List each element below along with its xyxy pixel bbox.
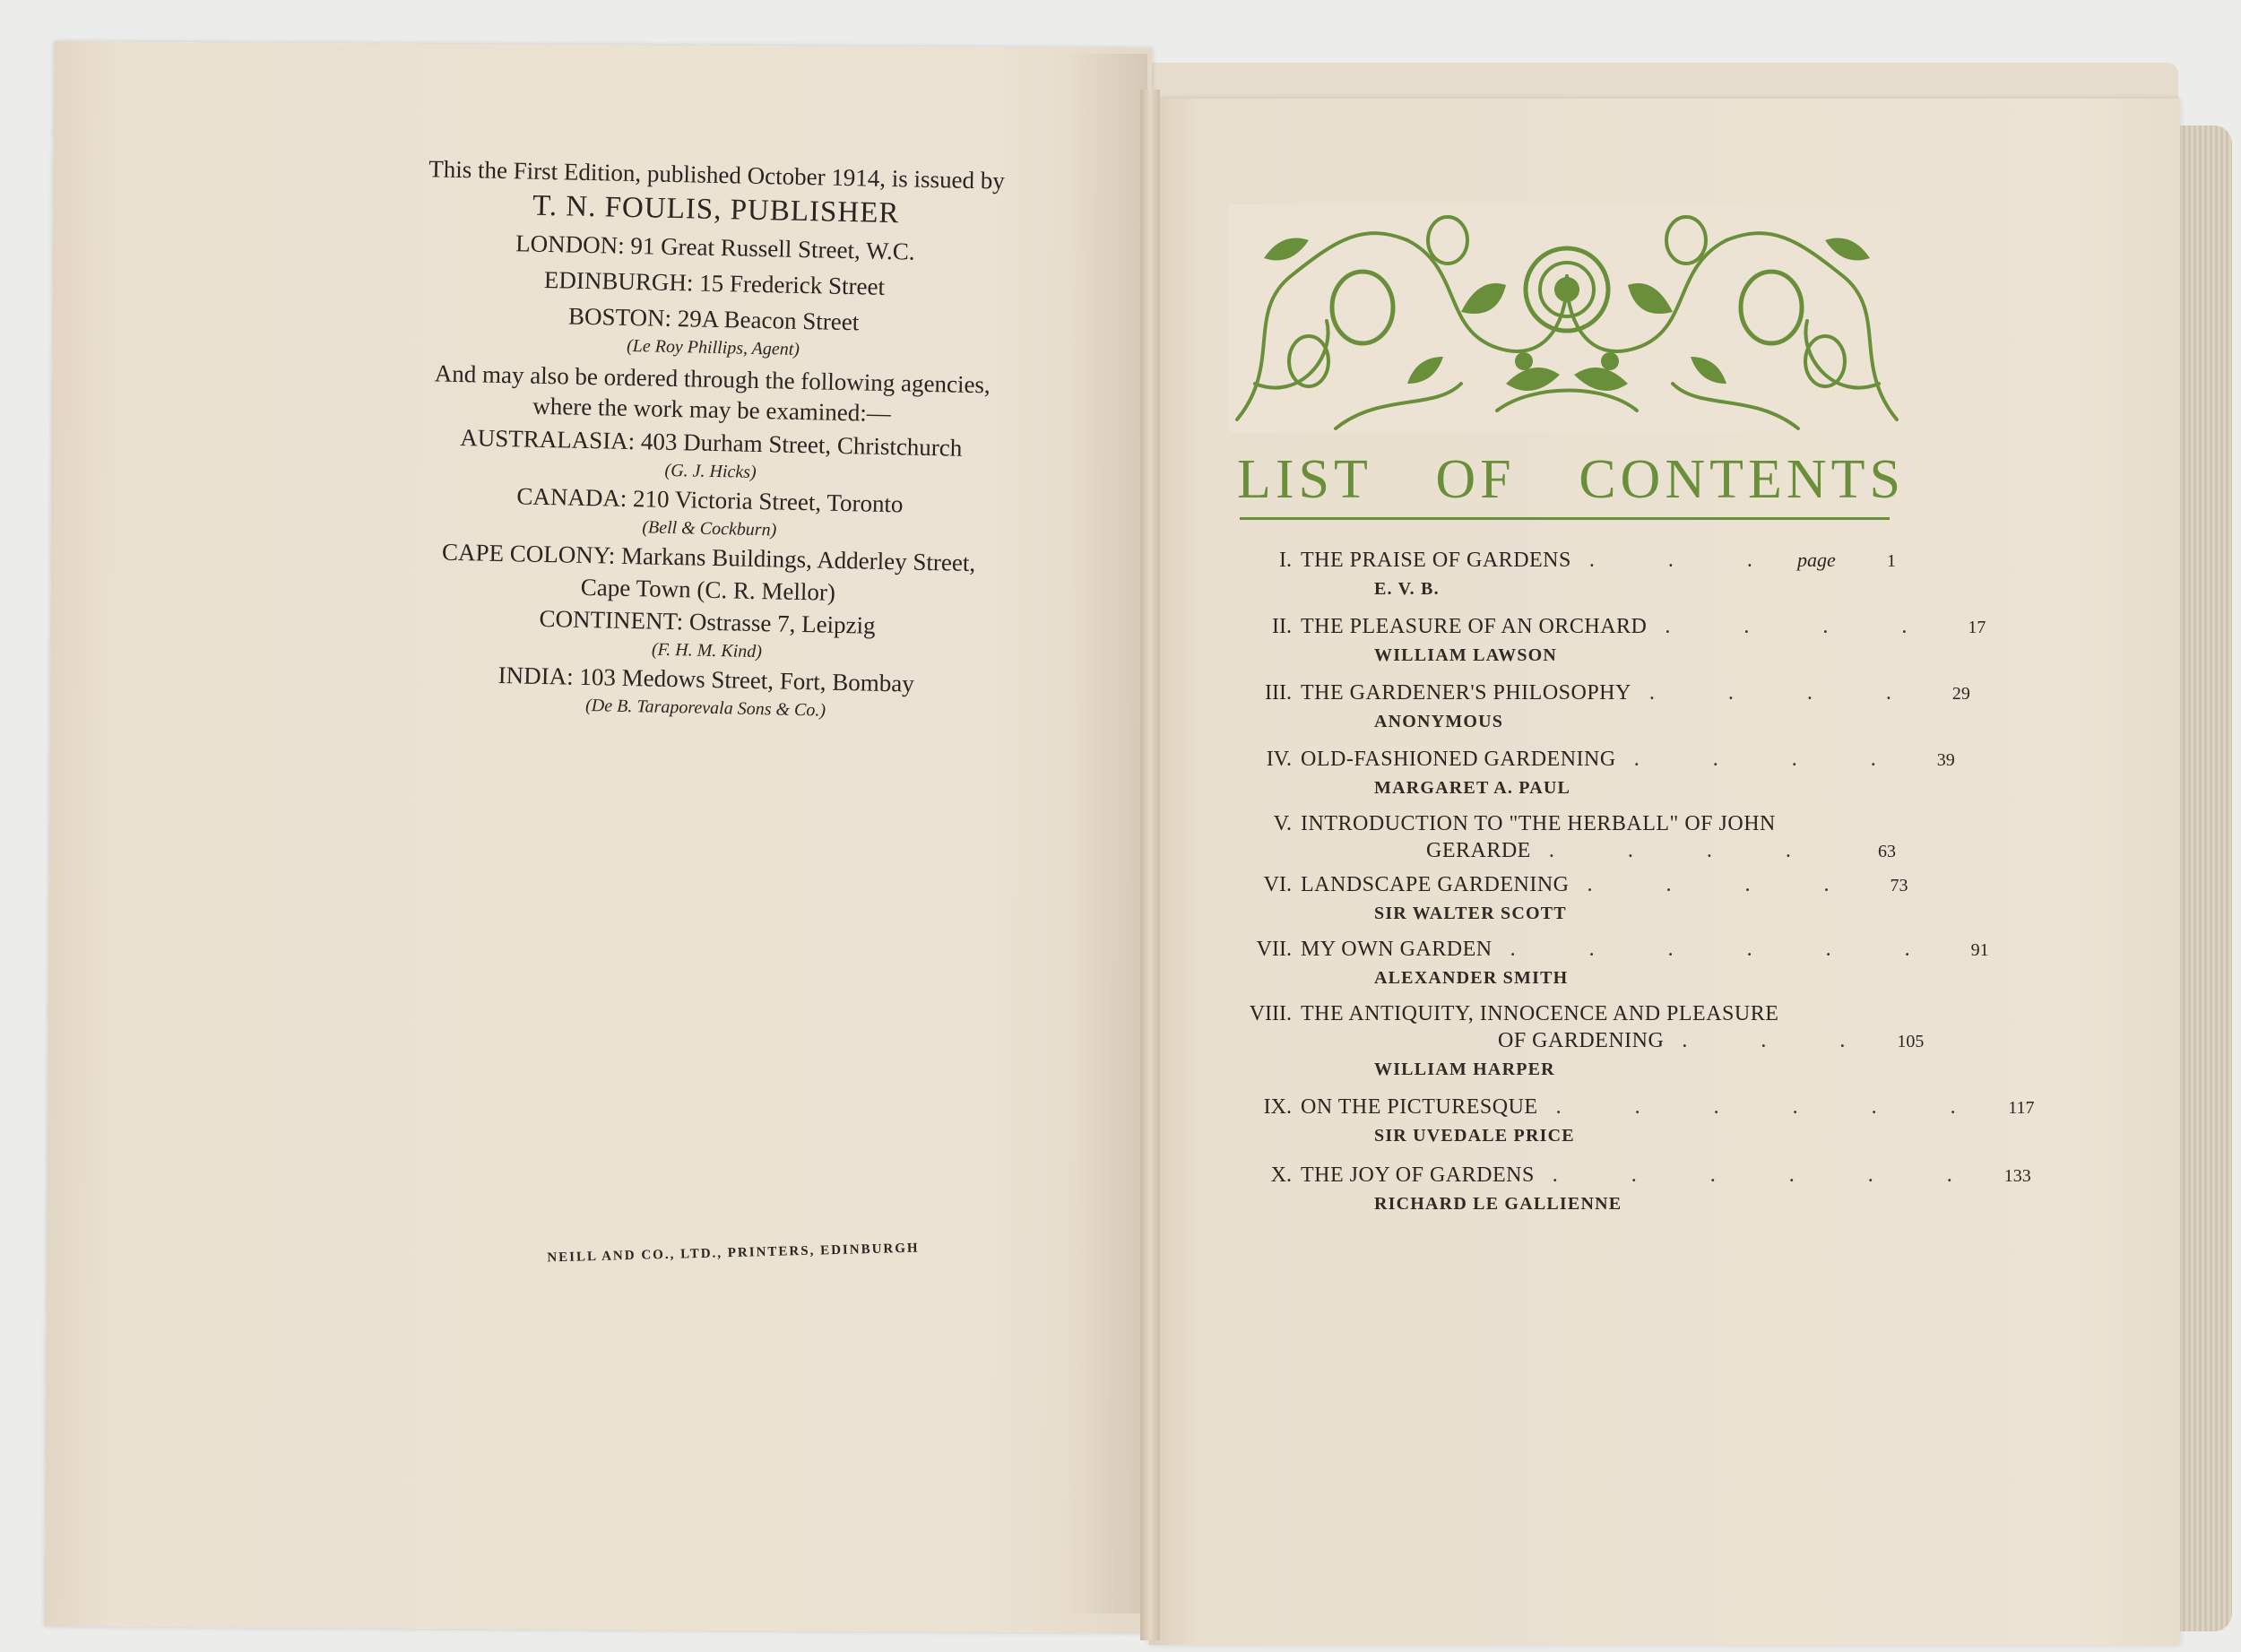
toc-author: MARGARET A. PAUL [1374,778,1571,798]
toc-entry [1233,871,1908,936]
toc-page-number: 63 [1878,842,1896,861]
toc-entry [1233,1094,2035,1162]
toc-number: V. [1273,812,1292,835]
toc-number: I. [1279,549,1292,572]
office-london: LONDON: 91 Great Russell Street, W.C. [515,229,915,265]
toc-leader-dots: . . . . [1548,839,1825,862]
toc-title: LANDSCAPE GARDENING [1301,873,1570,896]
agency-australasia: AUSTRALASIA: 403 Durham Street, Christchurch [459,424,963,462]
agency-continent-agent: (F. H. M. Kind) [651,639,763,662]
agency-cape-colony: CAPE COLONY: Markans Buildings, Adderley Street, [441,538,976,577]
contents-heading-word-2: OF [1435,448,1516,510]
agencies-intro-2: where the work may be examined:— [532,392,892,428]
contents-heading [1237,444,1905,515]
toc-page-number: 1 [1887,551,1896,571]
office-boston-agent: (Le Roy Phillips, Agent) [626,335,800,359]
agency-continent: CONTINENT: Ostrasse 7, Leipzig [539,604,876,639]
toc-title: THE PLEASURE OF AN ORCHARD [1301,615,1648,638]
book-gutter [1140,90,1160,1640]
toc-author: RICHARD LE GALLIENNE [1374,1194,1622,1214]
toc-leader-dots: . . . . . . [1555,1095,1990,1119]
table-of-contents [1233,547,2035,1228]
toc-title: INTRODUCTION TO "THE HERBALL" OF JOHN [1301,812,1776,835]
toc-entry [1233,547,1896,613]
toc-title: THE JOY OF GARDENS [1301,1163,1535,1187]
agency-cape-colony-line2: Cape Town (C. R. Mellor) [580,573,836,606]
toc-number: VI. [1263,873,1292,896]
toc-title: THE GARDENER'S PHILOSOPHY [1301,681,1631,705]
toc-author: E. V. B. [1374,579,1440,599]
toc-leader-dots: . . . [1682,1029,1880,1052]
toc-number: IV. [1266,748,1292,771]
agency-canada: CANADA: 210 Victoria Street, Toronto [516,482,904,518]
contents-heading-word-3: CONTENTS [1579,448,1905,510]
toc-entry [1233,1162,2031,1228]
contents-heading-word-1: LIST [1237,448,1372,510]
toc-page-number: 73 [1890,876,1908,895]
toc-entry [1233,613,1986,679]
agency-india-agent: (De B. Taraporevala Sons & Co.) [584,696,826,721]
toc-number: X. [1270,1163,1292,1187]
toc-author: ANONYMOUS [1374,712,1504,731]
toc-page-number: 17 [1968,618,1986,637]
imprint-intro: This the First Edition, published October 1914, is issued by [428,155,1006,195]
toc-leader-dots: . . . . . . [1552,1163,1986,1187]
toc-entry [1233,810,1896,871]
toc-page-label: page [1797,549,1836,571]
agency-australasia-agent: (G. J. Hicks) [664,460,757,482]
toc-entry [1233,1000,1925,1094]
left-page-shadow [1067,54,1147,1613]
toc-number: VIII. [1249,1002,1292,1025]
imprint-block [365,152,1058,726]
toc-number: VII. [1256,938,1292,961]
toc-leader-dots: . . . . . . [1510,938,1944,961]
toc-author: ALEXANDER SMITH [1374,968,1569,988]
toc-title-continued: GERARDE [1426,839,1531,862]
agency-india: INDIA: 103 Medows Street, Fort, Bombay [498,661,915,697]
toc-page-number: 91 [1970,940,1989,960]
thistle-rose-ornament-icon [1228,204,1906,433]
toc-number: II. [1272,615,1292,638]
toc-author: SIR UVEDALE PRICE [1374,1126,1575,1146]
toc-title: OLD-FASHIONED GARDENING [1301,748,1616,771]
office-boston: BOSTON: 29A Beacon Street [567,302,860,336]
toc-title: THE PRAISE OF GARDENS [1301,549,1571,572]
toc-title: THE ANTIQUITY, INNOCENCE AND PLEASURE [1301,1002,1779,1025]
toc-page-number: 29 [1951,684,1970,704]
printers-imprint: NEILL AND CO., LTD., PRINTERS, EDINBURGH [547,1241,920,1266]
toc-leader-dots: . . . . [1665,615,1942,638]
office-edinburgh: EDINBURGH: 15 Frederick Street [543,265,886,300]
toc-number: III. [1265,681,1292,705]
toc-page-number: 39 [1936,750,1955,770]
agencies-intro-1: And may also be ordered through the following agencies, [434,359,991,399]
toc-entry [1233,746,1955,810]
floral-ornament-banner [1228,204,1906,433]
toc-number: IX. [1263,1095,1292,1119]
toc-title-continued: OF GARDENING [1498,1029,1665,1052]
toc-page-number: 117 [2008,1098,2035,1118]
toc-leader-dots: . . . . [1587,873,1864,896]
toc-page-number: 105 [1897,1032,1925,1051]
toc-title: ON THE PICTURESQUE [1301,1095,1538,1119]
toc-entry [1233,679,1970,746]
toc-leader-dots: . . . [1588,549,1787,572]
toc-entry [1233,936,1989,1000]
toc-leader-dots: . . . . [1648,681,1925,705]
agency-canada-agent: (Bell & Cockburn) [642,517,777,541]
toc-title: MY OWN GARDEN [1301,938,1493,961]
toc-leader-dots: . . . . [1633,748,1910,771]
toc-author: WILLIAM HARPER [1374,1060,1555,1079]
publisher-name: T. N. FOULIS, PUBLISHER [532,189,900,230]
heading-rule [1240,517,1890,520]
toc-page-number: 133 [2003,1166,2031,1186]
toc-author: WILLIAM LAWSON [1374,645,1558,665]
toc-author: SIR WALTER SCOTT [1374,904,1567,923]
